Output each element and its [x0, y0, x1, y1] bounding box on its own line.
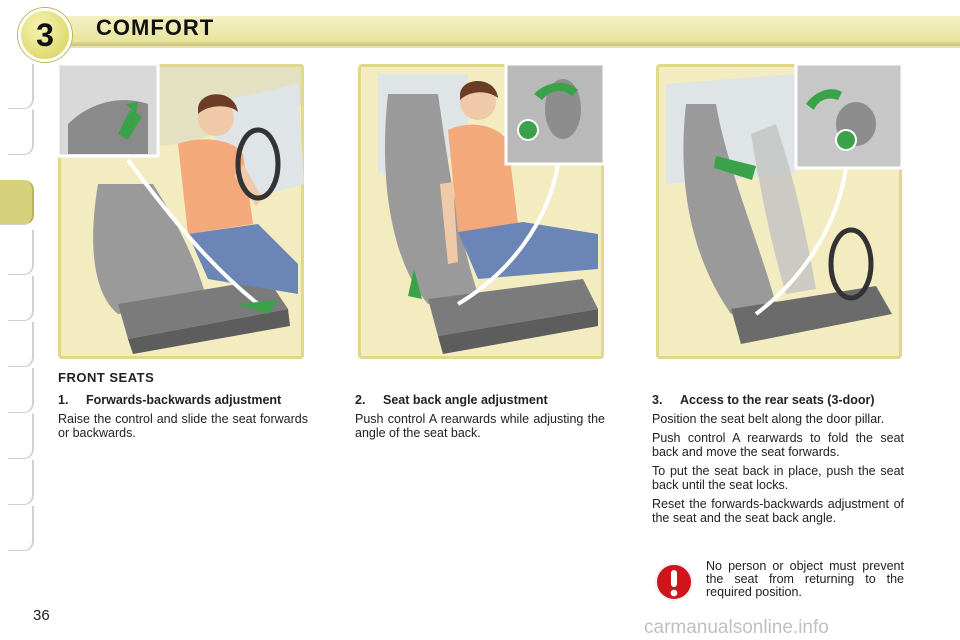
item-heading: [355, 393, 605, 407]
item-paragraph: Position the seat belt along the door pillar.: [652, 412, 885, 426]
header-underline: [60, 42, 960, 48]
item-number: 2.: [355, 393, 366, 407]
chapter-tab[interactable]: [8, 276, 34, 321]
page-number: 36: [33, 607, 50, 624]
chapter-tab[interactable]: [8, 414, 34, 459]
item-title: Forwards-backwards adjustment: [86, 393, 282, 407]
item-paragraph: Push control A rearwards to fold the seat back and move the seat forwards.: [652, 431, 904, 459]
chapter-title: COMFORT: [96, 15, 215, 40]
item-title: Seat back angle adjustment: [383, 393, 548, 407]
item-heading: [58, 393, 308, 407]
instruction-item-1: [58, 393, 308, 440]
item-title: Access to the rear seats (3-door): [680, 393, 875, 407]
watermark: carmanualsonline.info: [644, 617, 829, 638]
chapter-tabs: [0, 64, 36, 576]
item-number: 1.: [58, 393, 69, 407]
chapter-tab[interactable]: [8, 460, 34, 505]
chapter-tab-active[interactable]: [0, 180, 34, 225]
item-paragraph: Raise the control and slide the seat forwards or backwards.: [58, 412, 308, 440]
illustration-seat-slide: [58, 64, 304, 359]
warning-icon: [654, 562, 694, 607]
chapter-tab[interactable]: [8, 230, 34, 275]
illustration-rear-access: [656, 64, 902, 359]
chapter-tab[interactable]: [8, 368, 34, 413]
chapter-tab[interactable]: [8, 506, 34, 551]
chapter-tab[interactable]: [8, 110, 34, 155]
page-header: [0, 0, 960, 52]
illustration-seatback-angle: [358, 64, 604, 359]
item-paragraph: To put the seat back in place, push the seat back until the seat locks.: [652, 464, 904, 492]
item-heading: [652, 393, 904, 407]
item-paragraph: Reset the forwards-backwards adjustment of the seat and the seat back angle.: [652, 497, 904, 525]
chapter-tab[interactable]: [8, 322, 34, 367]
section-title: FRONT SEATS: [58, 370, 155, 385]
instruction-item-3: [652, 393, 904, 525]
chapter-number-badge: 3: [18, 8, 72, 62]
item-paragraph: Push control A rearwards while adjusting the angle of the seat back.: [355, 412, 605, 440]
chapter-tab[interactable]: [8, 64, 34, 109]
item-number: 3.: [652, 393, 663, 407]
warning-note: [652, 560, 904, 600]
instruction-item-2: [355, 393, 605, 440]
warning-text: No person or object must prevent the seat from returning to the required position.: [706, 559, 904, 599]
